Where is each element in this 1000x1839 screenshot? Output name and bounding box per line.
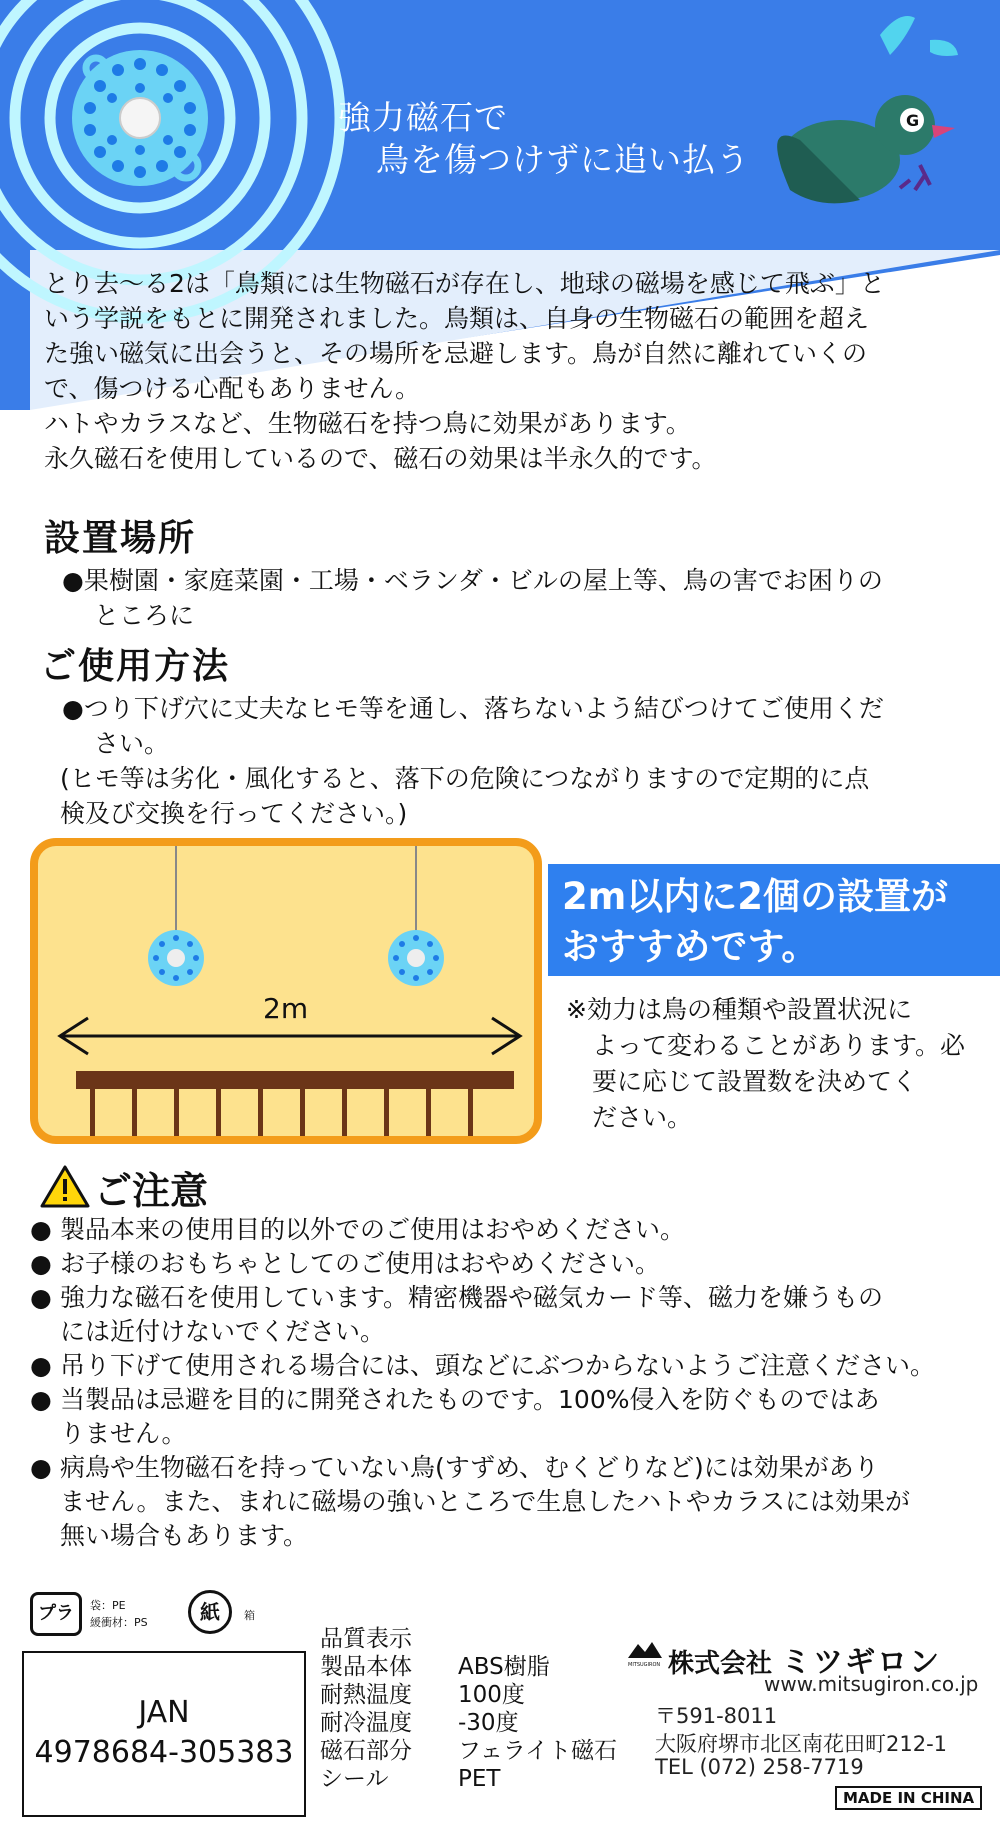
- caution-line: には近付けないでください。: [60, 1317, 386, 1346]
- caution-line: ません。また、まれに磁場の強いところで生息したハトやカラスには効果が: [60, 1487, 911, 1516]
- jan-code: 4978684-305383: [34, 1735, 294, 1770]
- company-url: www.mitsugiron.co.jp: [764, 1672, 979, 1696]
- plastic-recycle-icon: プラ: [30, 1592, 82, 1636]
- logo-text: MITSUGIRON: [628, 1662, 661, 1668]
- tagline-line-2: 鳥を傷つけずに追い払う: [376, 140, 750, 179]
- pla-cushion-label: 緩衝材：PS: [90, 1616, 148, 1629]
- mountain-logo-icon: [628, 1640, 662, 1658]
- distance-label: 2m: [263, 992, 309, 1025]
- magnet-disc-icon: [72, 50, 208, 186]
- spec-value: PET: [458, 1766, 501, 1792]
- spec-key: シール: [320, 1766, 389, 1792]
- spec-value: 100度: [458, 1682, 525, 1708]
- caution-title: ご注意: [94, 1169, 209, 1213]
- quality-label: [320, 1625, 617, 1793]
- caution-item: [30, 1213, 995, 1247]
- note-line: よって変わることがあります。必: [592, 1031, 966, 1060]
- caution-line: 吊り下げて使用される場合には、頭などにぶつからないようご注意ください。: [60, 1351, 936, 1380]
- caution-line: りません。: [60, 1419, 187, 1448]
- intro-line: た強い磁気に出会うと、その場所を忌避します。鳥が自然に離れていくの: [44, 339, 868, 368]
- usage-bullet-cont: さい。: [94, 729, 170, 758]
- note-line: ※効力は鳥の種類や設置状況に: [566, 995, 912, 1024]
- caution-list: [30, 1213, 995, 1553]
- caution-line: 強力な磁石を使用しています。精密機器や磁気カード等、磁力を嫌うもの: [60, 1283, 884, 1312]
- intro-line: とり去〜る2は「鳥類には生物磁石が存在し、地球の磁場を感じて飛ぶ」と: [44, 269, 885, 298]
- company-logo: [628, 1640, 662, 1666]
- usage-bullet: ●つり下げ穴に丈夫なヒモ等を通し、落ちないよう結びつけてご使用くだ: [62, 694, 884, 723]
- bullet: ●: [30, 1249, 52, 1278]
- installation-bullet-cont: ところに: [94, 601, 195, 630]
- caution-line: 当製品は忌避を目的に開発されたものです。100%侵入を防ぐものではあ: [60, 1385, 880, 1414]
- recommend-line-1: 2m以内に2個の設置が: [562, 875, 949, 918]
- spec-value: フェライト磁石: [458, 1738, 618, 1764]
- usage-note: (ヒモ等は劣化・風化すると、落下の危険につながりますので定期的に点: [60, 764, 870, 793]
- magnet-device-right-icon: [388, 930, 444, 986]
- caution-line: 無い場合もあります。: [60, 1521, 309, 1550]
- caution-item: [30, 1451, 995, 1553]
- note-line: 要に応じて設置数を決めてく: [592, 1067, 918, 1096]
- magnet-device-left-icon: [148, 930, 204, 986]
- company-prefix: 株式会社: [668, 1649, 773, 1679]
- recommend-banner: [548, 864, 1000, 976]
- note-line: ださい。: [592, 1103, 693, 1132]
- paper-recycle-icon: 紙: [188, 1590, 232, 1634]
- spec-value: -30度: [458, 1710, 519, 1736]
- intro-line: 永久磁石を使用しているので、磁石の効果は半永久的です。: [44, 444, 717, 473]
- jan-box: [22, 1651, 306, 1817]
- usage-note-cont: 検及び交換を行ってください。): [60, 799, 408, 828]
- spec-row: [320, 1709, 617, 1737]
- recommend-note: [566, 992, 965, 1136]
- postal-code: 〒591-8011: [655, 1704, 778, 1728]
- spec-row: [320, 1737, 617, 1765]
- company-brand: ミツギロン: [781, 1645, 942, 1680]
- spec-row: [320, 1765, 617, 1793]
- installation-bullet: ●果樹園・家庭菜園・工場・ベランダ・ビルの屋上等、鳥の害でお困りの: [62, 566, 883, 595]
- made-in-badge: MADE IN CHINA: [835, 1786, 982, 1810]
- intro-text: [44, 266, 989, 476]
- spec-value: ABS樹脂: [458, 1654, 550, 1680]
- caution-line: お子様のおもちゃとしてのご使用はおやめください。: [60, 1249, 661, 1278]
- spec-key: 製品本体: [320, 1654, 412, 1680]
- caution-item: [30, 1383, 995, 1451]
- tagline-line-1: 強力磁石で: [338, 98, 508, 137]
- spec-key: 耐熱温度: [320, 1682, 412, 1708]
- installation-diagram: [30, 838, 542, 1144]
- jan-label: JAN: [138, 1695, 190, 1730]
- caution-item: [30, 1247, 995, 1281]
- intro-line: いう学説をもとに開発されました。鳥類は、自身の生物磁石の範囲を超え: [44, 304, 870, 333]
- caution-line: 製品本来の使用目的以外でのご使用はおやめください。: [60, 1215, 686, 1244]
- caution-item: [30, 1349, 995, 1383]
- spec-key: 磁石部分: [320, 1738, 412, 1764]
- warning-icon: [40, 1164, 90, 1208]
- fence-icon: [76, 1071, 514, 1136]
- bullet: ●: [30, 1351, 52, 1380]
- paper-box-label: 箱: [244, 1609, 255, 1622]
- intro-line: ハトやカラスなど、生物磁石を持つ鳥に効果があります。: [44, 409, 691, 438]
- bullet: ●: [30, 1385, 52, 1414]
- caution-item: [30, 1281, 995, 1349]
- bullet: ●: [30, 1453, 52, 1482]
- installation-title: 設置場所: [44, 518, 197, 559]
- bullet: ●: [30, 1283, 52, 1312]
- spec-row: [320, 1653, 617, 1681]
- bullet: ●: [30, 1215, 52, 1244]
- spec-key: 耐冷温度: [320, 1710, 412, 1736]
- diagram-illustration: [38, 846, 534, 1136]
- usage-title: ご使用方法: [40, 646, 231, 687]
- svg-text:G: G: [906, 111, 920, 130]
- company-tel: TEL (072) 258-7719: [655, 1755, 864, 1779]
- caution-line: 病鳥や生物磁石を持っていない鳥(すずめ、むくどりなど)には効果があり: [60, 1453, 879, 1482]
- recommend-line-2: おすすめです。: [562, 925, 819, 968]
- company-address: 大阪府堺市北区南花田町212-1: [655, 1732, 948, 1756]
- pla-bag-label: 袋：PE: [90, 1599, 126, 1612]
- spec-row: [320, 1681, 617, 1709]
- spec-title: 品質表示: [320, 1626, 412, 1652]
- intro-line: で、傷つける心配もありません。: [44, 374, 421, 403]
